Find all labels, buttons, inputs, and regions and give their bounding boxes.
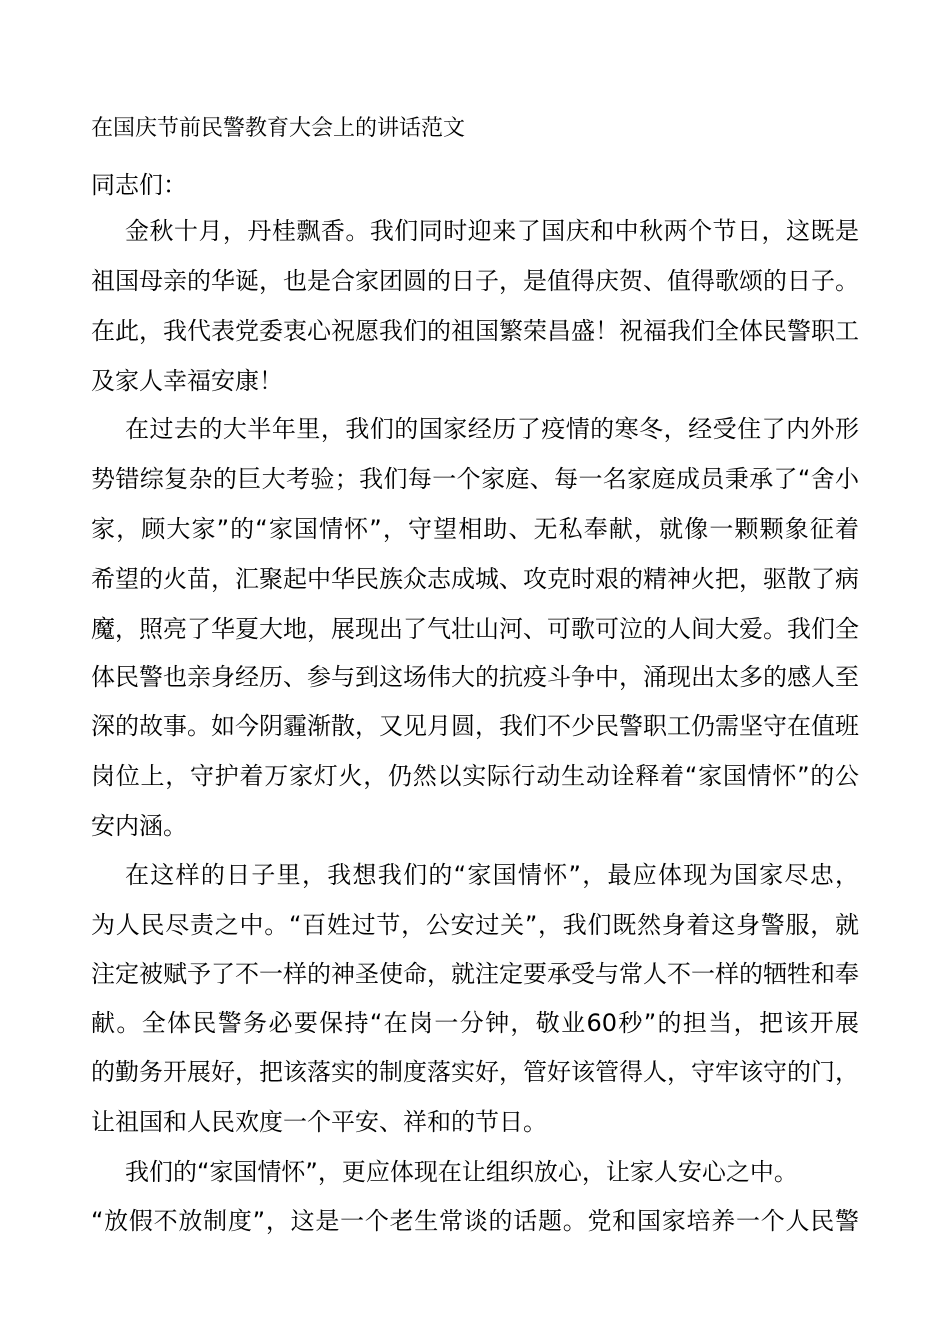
paragraph-line: 在此，我代表党委衷心祝愿我们的祖国繁荣昌盛！祝福我们全体民警职工 xyxy=(91,317,859,345)
paragraph-line: 在这样的日子里，我想我们的“家国情怀”，最应体现为国家尽忠， xyxy=(125,861,859,889)
paragraph-line: 注定被赋予了不一样的神圣使命，就注定要承受与常人不一样的牺牲和奉 xyxy=(91,960,859,988)
paragraph-line: 金秋十月，丹桂飘香。我们同时迎来了国庆和中秋两个节日，这既是 xyxy=(125,217,859,245)
document-title: 在国庆节前民警教育大会上的讲话范文 xyxy=(91,116,466,141)
paragraph-line: 希望的火苗，汇聚起中华民族众志成城、攻克时艰的精神火把，驱散了病 xyxy=(91,565,859,593)
paragraph-line: 献。全体民警务必要保持“在岗一分钟，敬业60秒”的担当，把该开展 xyxy=(91,1009,859,1037)
paragraph-line: 我们的“家国情怀”，更应体现在让组织放心，让家人安心之中。 xyxy=(125,1158,798,1186)
paragraph-line: 的勤务开展好，把该落实的制度落实好，管好该管得人，守牢该守的门， xyxy=(91,1058,859,1086)
paragraph-line: “放假不放制度”，这是一个老生常谈的话题。党和国家培养一个人民警 xyxy=(91,1207,859,1235)
paragraph-line: 体民警也亲身经历、参与到这场伟大的抗疫斗争中，涌现出太多的感人至 xyxy=(91,663,859,691)
paragraph-line: 及家人幸福安康！ xyxy=(91,367,283,395)
paragraph-line: 安内涵。 xyxy=(91,812,187,840)
paragraph-line: 魔，照亮了华夏大地，展现出了气壮山河、可歌可泣的人间大爱。我们全 xyxy=(91,615,859,643)
paragraph-line: 深的故事。如今阴霾渐散，又见月圆，我们不少民警职工仍需坚守在值班 xyxy=(91,712,859,740)
paragraph-line: 让祖国和人民欢度一个平安、祥和的节日。 xyxy=(91,1108,547,1136)
paragraph-line: 势错综复杂的巨大考验；我们每一个家庭、每一名家庭成员秉承了“舍小 xyxy=(91,465,859,493)
paragraph-line: 家，顾大家”的“家国情怀”，守望相助、无私奉献，就像一颗颗象征着 xyxy=(91,515,859,543)
paragraph-line: 祖国母亲的华诞，也是合家团圆的日子，是值得庆贺、值得歌颂的日子。 xyxy=(91,267,859,295)
paragraph-line: 岗位上，守护着万家灯火，仍然以实际行动生动诠释着“家国情怀”的公 xyxy=(91,762,859,790)
paragraph-line: 为人民尽责之中。“百姓过节，公安过关”，我们既然身着这身警服，就 xyxy=(91,911,859,939)
paragraph-line: 在过去的大半年里，我们的国家经历了疫情的寒冬，经受住了内外形 xyxy=(125,415,859,443)
salutation: 同志们： xyxy=(91,171,187,199)
